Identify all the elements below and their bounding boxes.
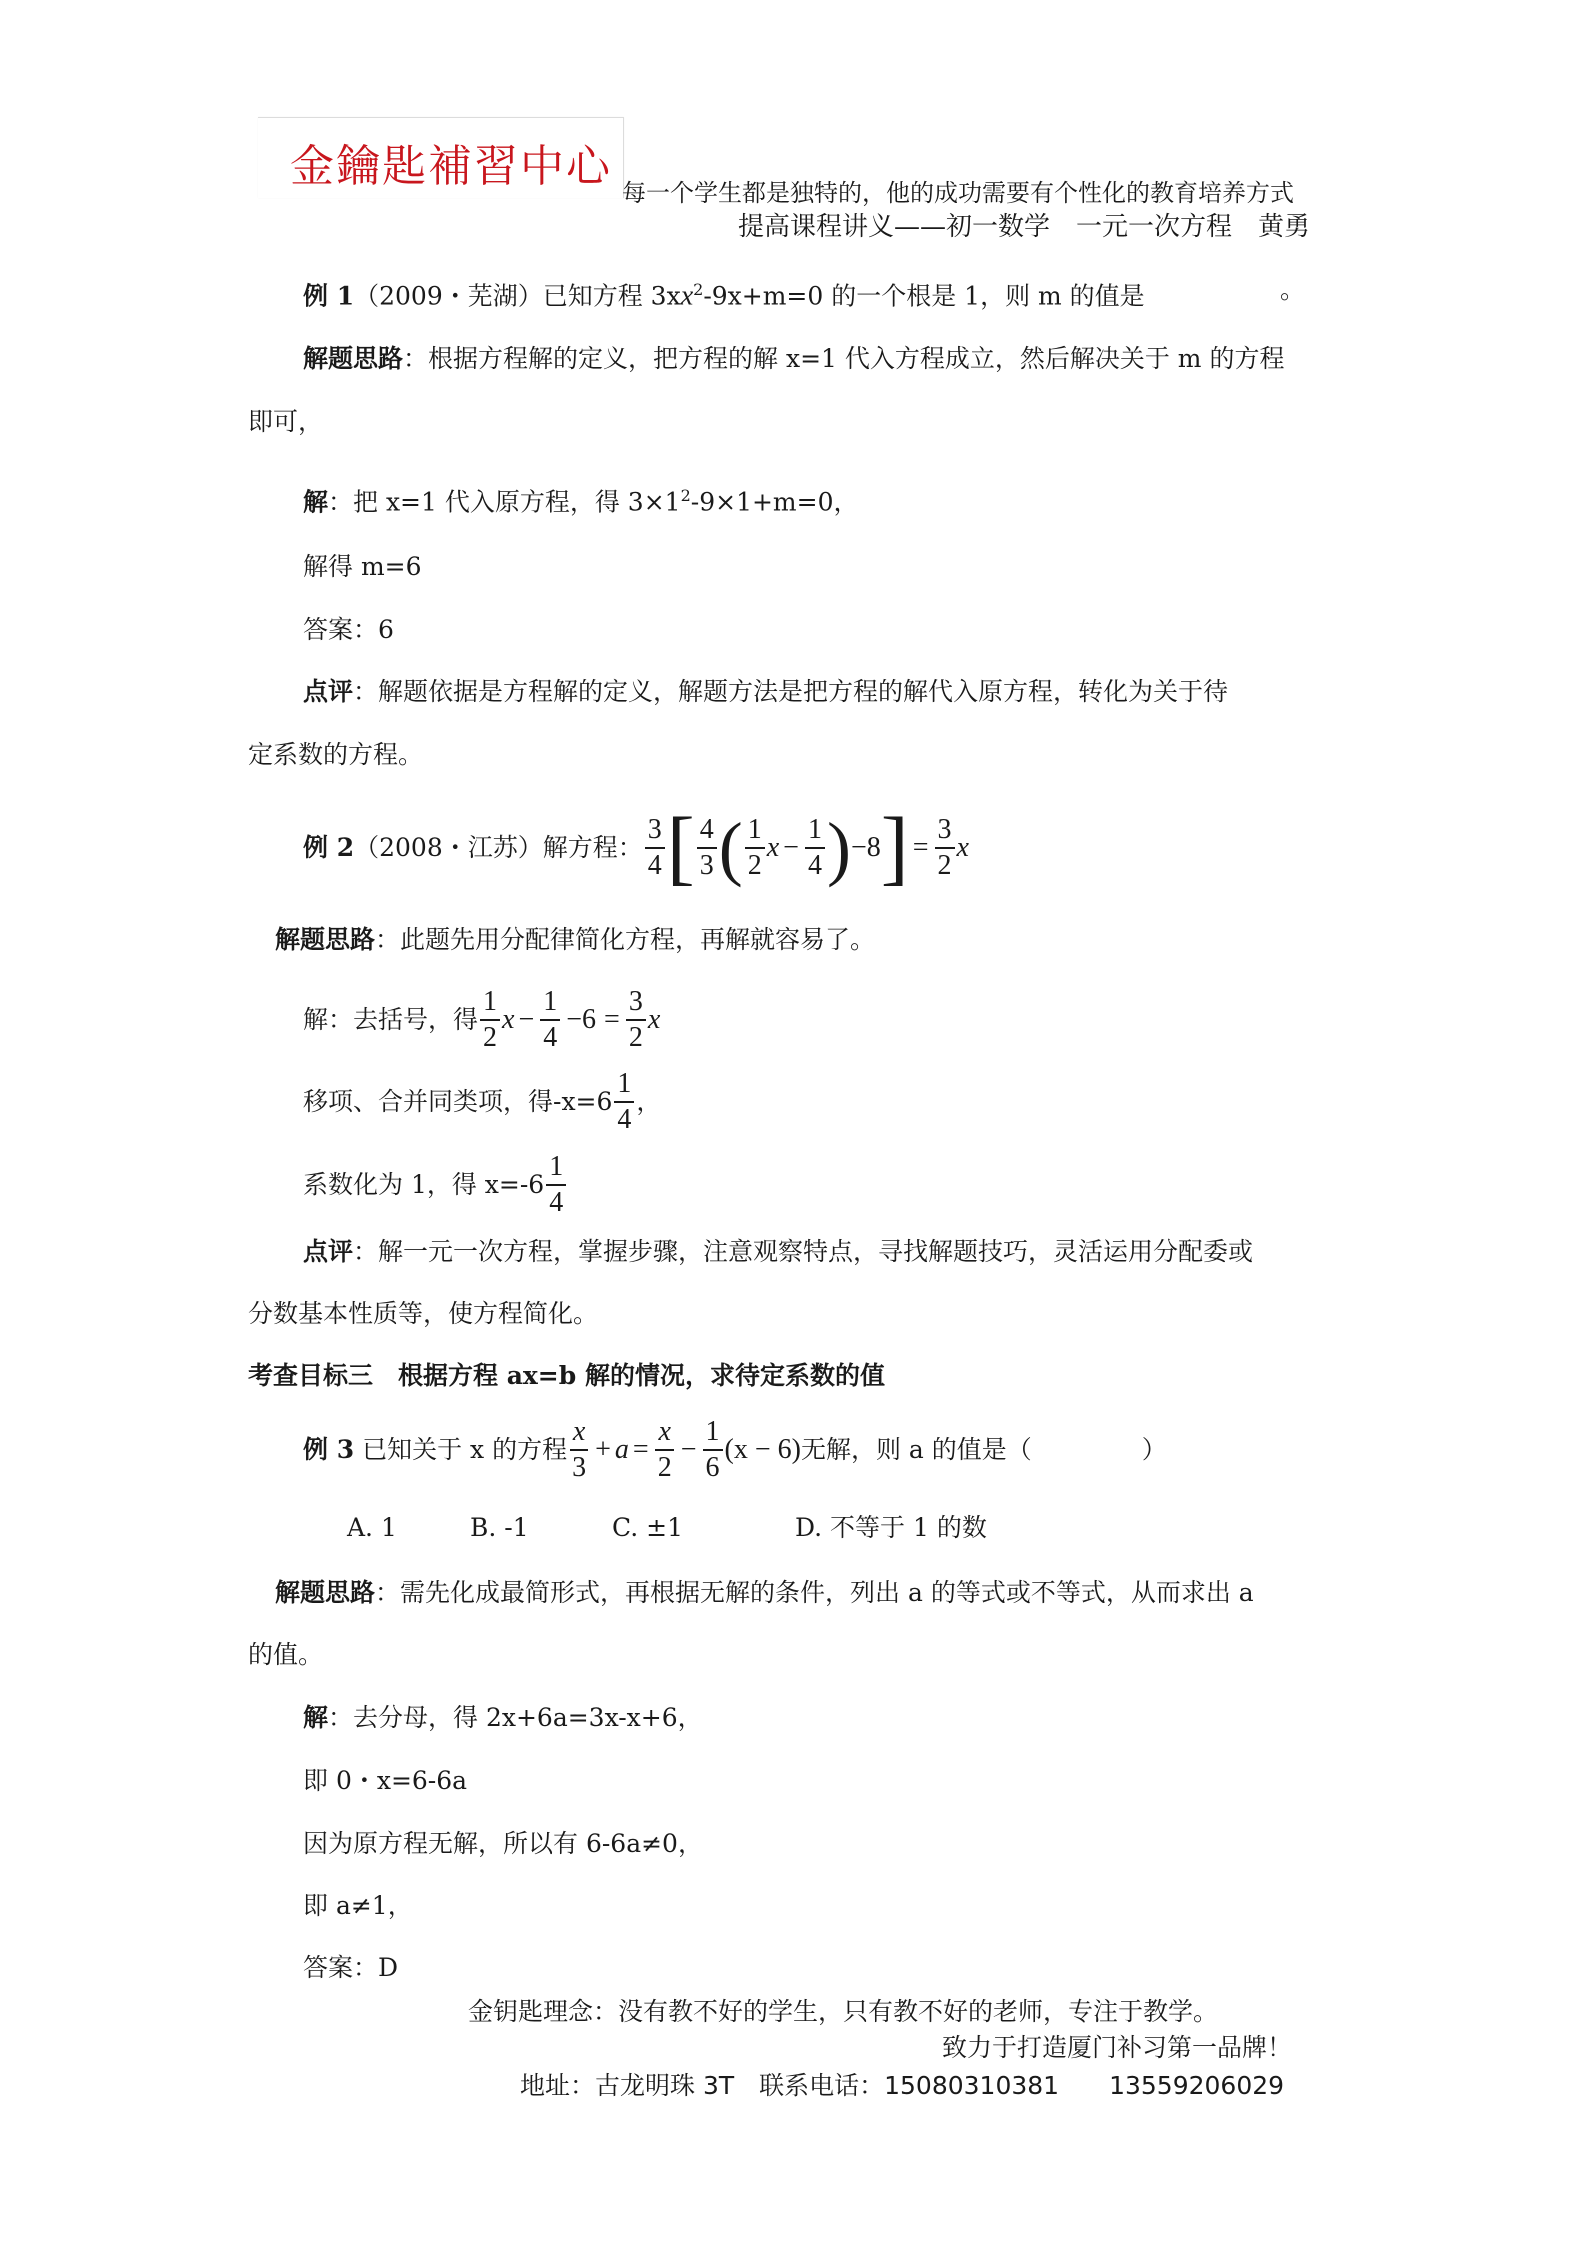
footer-address: 地址：古龙明珠 3T 联系电话：15080310381 13559206029 bbox=[520, 2071, 1285, 2100]
ex2-idea: 解题思路：此题先用分配律简化方程，再解就容易了。 bbox=[275, 925, 876, 954]
logo-text: 金鑰匙補習中心 bbox=[290, 141, 612, 192]
fraction: $\frac{x}{2}$ bbox=[655, 1418, 675, 1482]
ex2-equation: $\frac{3}{4}$ [ $\frac{4}{3}$ ( $\frac{1}{2}$ x − $\frac{1}{4}$ ) −8 ] = $\frac{3}{2}$ x bbox=[643, 806, 969, 890]
ex1-question: 例 1（2009・芜湖）已知方程 $3xx^2-9x+m=0$ 的一个根是 1，则 m 的值是 bbox=[303, 280, 1145, 312]
left-paren: ( bbox=[718, 808, 743, 888]
ex3-idea-1: 解题思路：需先化成最简形式，再根据无解的条件，列出 a 的等式或不等式，从而求出 a bbox=[275, 1578, 1254, 1607]
header-slogan: 每一个学生都是独特的，他的成功需要有个性化的教育培养方式 bbox=[622, 179, 1294, 207]
fraction: $\frac{1}{6}$ bbox=[703, 1418, 723, 1482]
ex1-solution-1: 解：把 x=1 代入原方程，得 $3\times 1^2-9\times 1+m=0$， bbox=[303, 486, 859, 517]
ex3-solution-2: 即 0・x=6-6a bbox=[303, 1766, 468, 1795]
logo bbox=[258, 117, 624, 198]
right-bracket: ] bbox=[880, 801, 909, 894]
fraction: $\frac{1}{2}$ bbox=[745, 816, 765, 880]
ex1-blank-end: 。 bbox=[1280, 275, 1306, 304]
fraction: $\frac{3}{4}$ bbox=[645, 816, 665, 880]
fraction: $\frac{x}{3}$ bbox=[569, 1418, 589, 1482]
footer-philosophy: 金钥匙理念：没有教不好的学生，只有教不好的老师，专注于教学。 bbox=[468, 1997, 1219, 2026]
ex3-question: 例 3 已知关于 x 的方程 $\frac{x}{3}$ + a = $\frac{x}{2}$ − $\frac{1}{6}$ (x − 6) 无解，则 a 的值是（ ） bbox=[303, 1416, 1167, 1483]
ex3-answer: 答案：D bbox=[303, 1953, 399, 1982]
fraction: $\frac{4}{3}$ bbox=[697, 816, 717, 880]
fraction: $\frac{3}{2}$ bbox=[935, 816, 955, 880]
ex1-sol-label: 解 bbox=[303, 487, 329, 517]
ex1-label: 例 1 bbox=[303, 281, 355, 311]
ex1-answer: 答案：6 bbox=[303, 615, 394, 644]
fraction: $\frac{1}{4}$ bbox=[805, 816, 825, 880]
course-title: 提高课程讲义——初一数学 一元一次方程 黄勇 bbox=[738, 212, 1311, 242]
ex3-label: 例 3 bbox=[303, 1435, 355, 1464]
fraction: $\frac{1}{4}$ bbox=[614, 1070, 634, 1134]
ex3-idea-2: 的值。 bbox=[248, 1640, 324, 1669]
ex3-solution-3: 因为原方程无解，所以有 6-6a≠0， bbox=[303, 1829, 703, 1858]
ex2-comment-1: 点评：解一元一次方程，掌握步骤，注意观察特点，寻找解题技巧，灵活运用分配委或 bbox=[303, 1237, 1254, 1266]
ex1-idea-2: 即可， bbox=[248, 407, 324, 436]
ex1-solution-2: 解得 m=6 bbox=[303, 552, 422, 581]
ex2-comment-label: 点评 bbox=[303, 1237, 354, 1266]
ex1-comment-label: 点评 bbox=[303, 677, 354, 706]
ex3-option-d: D. 不等于 1 的数 bbox=[795, 1513, 987, 1542]
ex3-idea-label: 解题思路 bbox=[275, 1578, 376, 1607]
fraction: $\frac{1}{4}$ bbox=[546, 1153, 566, 1217]
ex3-option-a: A. 1 bbox=[347, 1513, 397, 1542]
ex2-question: 例 2 （2008・江苏） 解方程： $\frac{3}{4}$ [ $\frac{4}{3}$ ( $\frac{1}{2}$ x − $\frac{1}{4}$ ) −8 ] = $\frac{3}{2}$ x bbox=[303, 801, 969, 894]
ex1-comment-1: 点评：解题依据是方程解的定义，解题方法是把方程的解代入原方程，转化为关于待 bbox=[303, 677, 1229, 706]
ex2-solution-1: 解：去括号，得 $\frac{1}{2}$ x − $\frac{1}{4}$ −6 = $\frac{3}{2}$ x bbox=[303, 986, 661, 1053]
ex2-solution-3: 系数化为 1，得 x=-6 $\frac{1}{4}$ bbox=[303, 1145, 568, 1225]
ex1-idea-1: 解题思路：根据方程解的定义，把方程的解 x=1 代入方程成立，然后解决关于 m 的方程 bbox=[303, 344, 1285, 373]
ex1-comment-2: 定系数的方程。 bbox=[248, 740, 424, 769]
right-paren: ) bbox=[826, 808, 851, 888]
ex1-source: （2009・芜湖） bbox=[354, 281, 543, 311]
footer-mission: 致力于打造厦门补习第一品牌！ bbox=[942, 2033, 1293, 2062]
ex3-option-b: B. -1 bbox=[470, 1513, 529, 1542]
ex2-label: 例 2 bbox=[303, 833, 355, 862]
ex2-comment-2: 分数基本性质等，使方程简化。 bbox=[248, 1299, 599, 1328]
ex3-sol-label: 解 bbox=[303, 1703, 329, 1732]
fraction: $\frac{1}{4}$ bbox=[540, 988, 560, 1052]
fraction: $\frac{1}{2}$ bbox=[480, 988, 500, 1052]
ex2-idea-label: 解题思路 bbox=[275, 925, 376, 954]
ex1-idea-label: 解题思路 bbox=[303, 344, 404, 373]
section-heading-target3: 考查目标三 根据方程 ax=b 解的情况，求待定系数的值 bbox=[248, 1361, 885, 1390]
fraction: $\frac{3}{2}$ bbox=[626, 988, 646, 1052]
ex2-solution-2: 移项、合并同类项，得-x=6 $\frac{1}{4}$ ， bbox=[303, 1068, 662, 1135]
left-bracket: [ bbox=[666, 801, 695, 894]
ex2-source: （2008・江苏） bbox=[354, 833, 543, 862]
ex3-solution-1: 解：去分母，得 2x+6a=3x-x+6， bbox=[303, 1703, 703, 1732]
ex3-option-c: C. ±1 bbox=[612, 1513, 683, 1542]
ex3-solution-4: 即 a≠1， bbox=[303, 1891, 413, 1920]
